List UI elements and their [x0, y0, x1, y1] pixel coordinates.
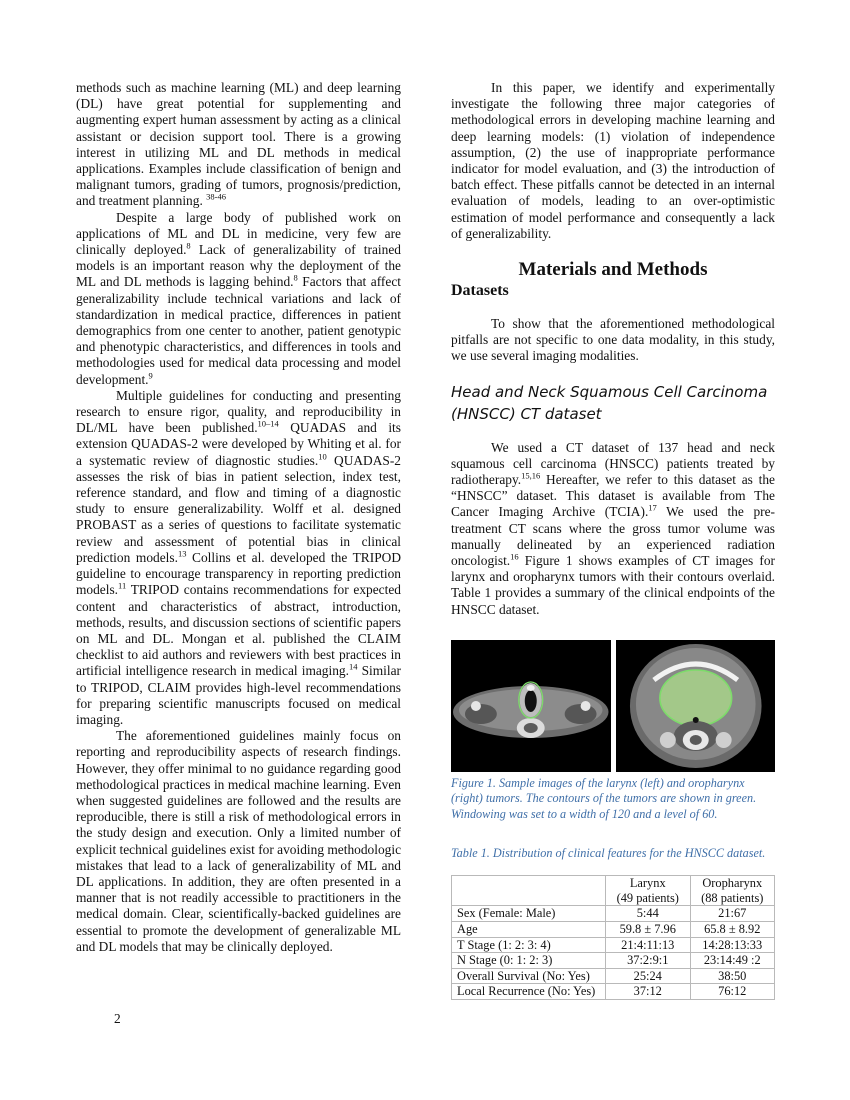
table-header-row: [452, 876, 775, 906]
citation: 10–14: [257, 418, 279, 429]
table-row: Sex (Female: Male) 5:44 21:67: [452, 906, 775, 922]
table-row: Overall Survival (No: Yes) 25:24 38:50: [452, 968, 775, 984]
paragraph-ml-dl-potential: methods such as machine learning (ML) and deep learning (DL) have great potential for supplementing and augmenting expert human assessment by acting as a clinical assistant or decision support tool. There is a growing interest in utilizing ML and DL methods in medical applications. Examples include classification of benign and malignant tumors, grading of tumors, prognosis/prediction, and treatment planning. $^{38-46}$: [76, 80, 401, 209]
figure-1-caption: Figure 1. Sample images of the larynx (left) and oropharynx (right) tumors. The contours of the tumors are shown in green. Windowing was set to a width of 120 and a level of 60.: [451, 775, 757, 822]
table-header-oropharynx: Oropharynx (88 patients): [690, 876, 775, 906]
figure-1: [451, 640, 775, 772]
subsubsection-heading: Head and Neck Squamous Cell Carcinoma (HNSCC) CT dataset: [451, 382, 768, 423]
ct-larynx-graphic: [451, 640, 611, 772]
table-header-larynx: Larynx (49 patients): [606, 876, 691, 906]
ct-oropharynx-graphic: [616, 640, 776, 772]
citation: 8: [293, 272, 298, 283]
subsection-heading: Datasets: [451, 282, 509, 300]
citation: 14: [348, 661, 358, 672]
section-heading: Materials and Methods: [518, 259, 708, 281]
paragraph-methodological-errors: In this paper, we identify and experimentally investigate the following three major categories of methodological errors in developing machine learning and deep learning models: (1) violation of independence assumption, (2) the use of inappropriate performance indicator for model evaluation, and (3) the introduction of batch effect. These pitfalls cannot be detected in an internal evaluation of models, leading to an over-optimistic estimation of model performance and consequently a lack of generalizability.: [451, 80, 775, 241]
table-header-blank: [452, 876, 606, 906]
table-row: Local Recurrence (No: Yes) 37:12 76:12: [452, 984, 775, 1000]
citation: 11: [118, 580, 127, 591]
ct-image-larynx: [451, 640, 611, 772]
citation: 9: [148, 370, 153, 381]
paragraph-guideline-limitations: The aforementioned guidelines mainly focus on reporting and reproducibility aspects of research findings. However, they offer minimal to no guidance regarding good methodological practices in medical machine learning. Even when suggested guidelines are followed and the results are reproducible, there is still a risk of methodological errors in the study design and execution. Only a limited number of explicit technical guidelines exist for avoiding methodologic mistakes that lead to a lack of generalizability of ML and DL applications. In addition, they are often presented in a manner that is not readily accessible to practitioners in the medical domain. Clear, scientifically-backed guidelines are essential to promote the development of generalizable ML and DL models that may be clinically deployed.: [76, 728, 402, 954]
citation: 8: [186, 240, 191, 251]
paragraph-generalizability: Despite a large body of published work on applications of ML and DL in medicine, very few are clinically deployed.$^8$ Lack of generalizability of trained models is an important reason why the deployment of the ML and DL methods is lagging behind.$^8$ Factors that affect generalizability include technical variations and lack of standardization in medical practice, differences in patient demographics from one center to another, patient genotypic and phenotypic characteristics, and differences in tools and methodologies used for medical data processing and model development.$^9$: [76, 209, 401, 387]
citation: 16: [510, 551, 519, 562]
left-column: [76, 80, 401, 955]
citation: 15,16: [521, 470, 541, 481]
paragraph-guidelines: Multiple guidelines for conducting and presenting research to ensure rigor, quality, and reproducibility in DL/ML have been published.$^{10-14}$ QUADAS and its extension QUADAS-2 were developed by Whiting et al. for a systematic review of diagnostic studies.$^{10}$ QUADAS-2 assesses the risk of bias in patient selection, index test, reference standard, and flow and timing of a diagnostic study to ensure generalizability. Wolff et al. designed PROBAST as a series of questions to facilitate systematic review and assessment of potential bias in clinical prediction models.$^{13}$ Collins et al. developed the TRIPOD guideline to encourage transparency in reporting prediction models.$^{11}$ TRIPOD contains recommendations for expected content and characteristics of abstract, introduction, methods, results, and discussion sections of scientific papers on ML and DL. Mongan et al. published the CLAIM checklist to aid authors and reviewers with best practices in artificial intelligence research in medical imaging.$^{14}$ Similar to TRIPOD, CLAIM provides high-level recommendations for preparing scientific manuscripts focused on medical imaging.: [76, 387, 401, 727]
citation: 38-46: [206, 191, 226, 202]
citation: 17: [648, 502, 657, 513]
paragraph-hnscc-dataset: We used a CT dataset of 137 head and neck squamous cell carcinoma (HNSCC) patients treated by radiotherapy.$^{15,16}$ Hereafter, we refer to this dataset as the “HNSCC” dataset. This dataset is available from The Cancer Imaging Archive (TCIA).$^{17}$ We used the pre-treatment CT scans where the gross tumor volume was manually delineated by an experienced radiation oncologist.$^{16}$ Figure 1 shows examples of CT images for larynx and oropharynx tumors with their contours overlaid. Table 1 provides a summary of the clinical endpoints of the HNSCC dataset.: [451, 439, 775, 617]
ct-image-oropharynx: [616, 640, 776, 772]
page-number: 2: [114, 1011, 121, 1026]
paragraph-datasets: To show that the aforementioned methodological pitfalls are not specific to one data modality, in this study, we use several imaging modalities.: [451, 316, 775, 364]
table-row: Age 59.8 ± 7.96 65.8 ± 8.92: [452, 922, 775, 938]
citation: 10: [318, 451, 327, 462]
table-row: T Stage (1: 2: 3: 4) 21:4:11:13 14:28:13:33: [452, 937, 775, 953]
citation: 13: [177, 548, 187, 559]
right-column: [451, 80, 775, 1000]
clinical-features-table: [451, 875, 775, 1000]
table-row: N Stage (0: 1: 2: 3) 37:2:9:1 23:14:49 :2: [452, 953, 775, 969]
table-1-caption: Table 1. Distribution of clinical features for the HNSCC dataset.: [451, 845, 766, 860]
